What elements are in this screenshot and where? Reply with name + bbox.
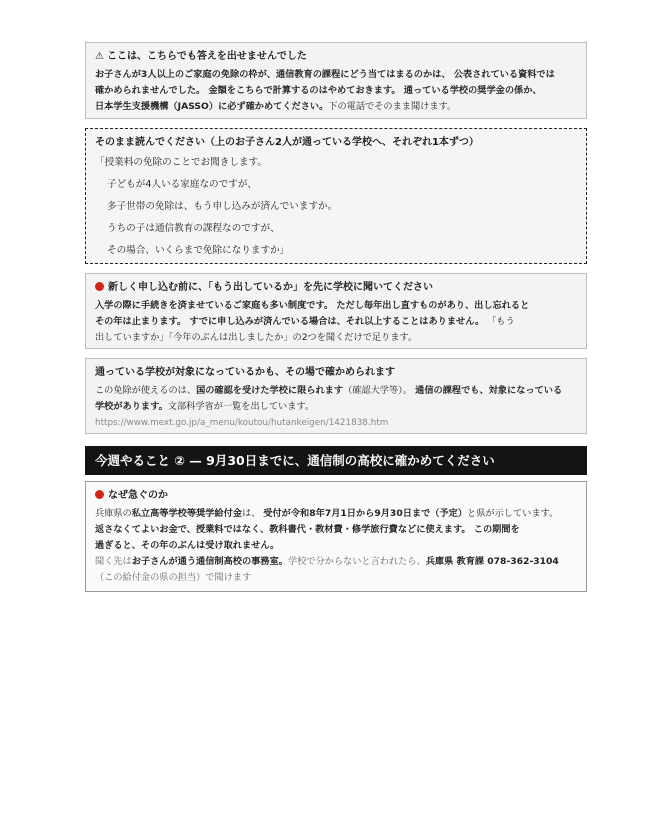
why-hurry-box xyxy=(85,481,587,592)
why-hurry-line-2: 返さなくてよいお金で、授業料ではなく、教科書代・教材費・修学旅行費などに使えます。 この期間を xyxy=(95,524,520,535)
why-hurry-heading: なぜ急ぐのか xyxy=(95,488,577,503)
script-heading: そのまま読んでください（上のお子さん2人が通っている学校へ、それぞれ1本ずつ） xyxy=(95,137,479,148)
section-banner: 今週やること ② — 9月30日までに、通信制の高校に確かめてください xyxy=(85,446,587,475)
why-hurry-line-5: （この給付金の県の担当）で聞けます xyxy=(95,572,252,583)
script-line: その場合、いくらまで免除になりますか」 xyxy=(107,245,290,256)
unanswered-notice xyxy=(85,42,587,119)
red-dot-icon xyxy=(95,490,104,499)
check-line-1: 入学の際に手続きを済ませているご家庭も多い制度です。 ただし毎年出し直すものがあり、出し忘れると xyxy=(95,300,530,311)
notice-line-2: 確かめられませんでした。 金額をこちらで計算するのはやめておきます。 通っている学校の奨学金の係か、 xyxy=(95,85,542,96)
check-body xyxy=(95,298,577,346)
script-line: 「授業料の免除のことでお聞きします。 xyxy=(95,157,267,168)
check-line-2: その年は止まります。 すでに申し込みが済んでいる場合は、それ以上することはありません。 「もう xyxy=(95,316,515,327)
red-dot-icon xyxy=(95,282,104,291)
notice-line-1: お子さんが3人以上のご家庭の免除の枠が、通信教育の課程にどう当てはまるのかは、 公表されている資料では xyxy=(95,69,555,80)
notice-body xyxy=(95,67,577,115)
check-line-3: 出していますか」「今年のぶんは出しましたか」の2つを聞くだけで足ります。 xyxy=(95,332,418,343)
why-hurry-line-1: 兵庫県の私立高等学校等奨学給付金は、 受付が令和8年7月1日から9月30日まで（予定）と県が示しています。 xyxy=(95,508,559,519)
notice-heading: ⚠ ここは、こちらでも答えを出せませんでした xyxy=(95,51,307,62)
why-hurry-line-4: 聞く先はお子さんが通う通信制高校の事務室。学校で分からないと言われたら、兵庫県 教育課 078-362-3104 xyxy=(95,556,559,567)
phone-script xyxy=(95,152,577,262)
check-heading: 新しく申し込む前に、「もう出しているか」を先に学校に聞いてください xyxy=(95,280,577,295)
script-line: 子どもが4人いる家庭なのですが、 xyxy=(107,179,258,190)
script-line: うちの子は通信教育の課程なのですが、 xyxy=(107,223,280,234)
check-before-applying-box xyxy=(85,273,587,349)
eligibility-line-1: この免除が使えるのは、国の確認を受けた学校に限られます（確認大学等）。 通信の課程でも、対象になっている xyxy=(95,385,563,396)
why-hurry-body xyxy=(95,506,577,586)
phone-script-box xyxy=(85,128,587,264)
eligibility-line-2: 学校があります。文部科学省が一覧を出しています。 xyxy=(95,401,315,412)
mext-url-link[interactable]: https://www.mext.go.jp/a_menu/koutou/hutankeigen/1421838.htm xyxy=(95,418,389,428)
why-hurry-line-3: 過ぎると、その年のぶんは受け取れません。 xyxy=(95,540,280,551)
notice-line-3: 日本学生支援機構（JASSO）に必ず確かめてください。下の電話でそのまま聞けます。 xyxy=(95,101,457,112)
warning-icon: ⚠ xyxy=(95,51,104,62)
school-eligibility-box xyxy=(85,358,587,434)
eligibility-body xyxy=(95,383,577,431)
script-line: 多子世帯の免除は、もう申し込みが済んでいますか。 xyxy=(107,201,338,212)
eligibility-heading: 通っている学校が対象になっているかも、その場で確かめられます xyxy=(95,367,395,378)
